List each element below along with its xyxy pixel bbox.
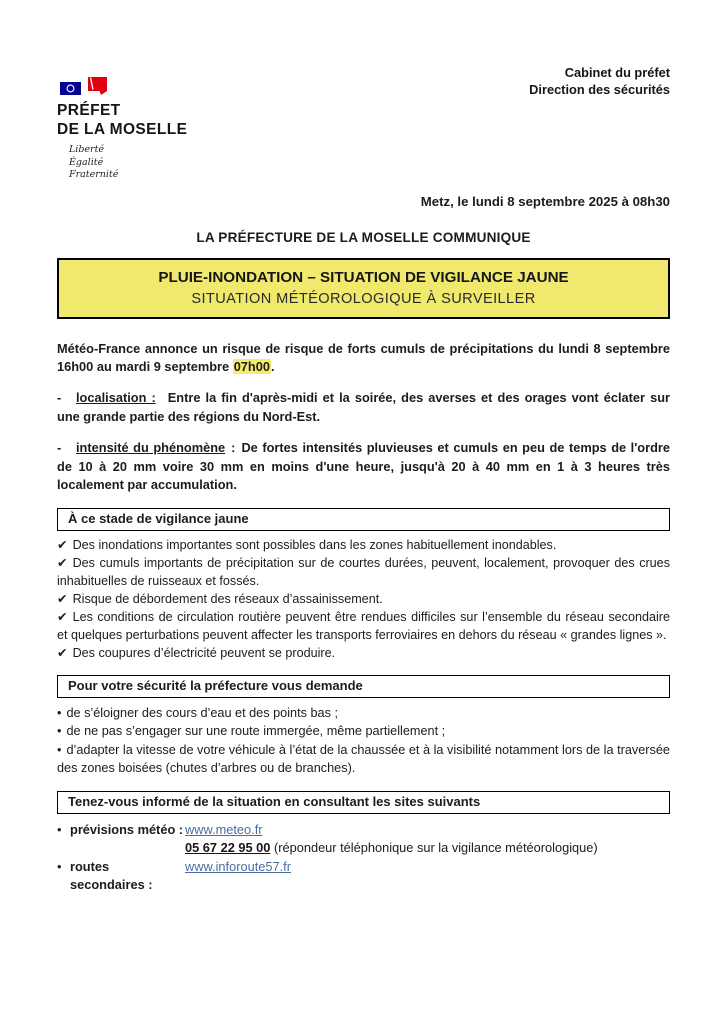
list-item-text: Les conditions de circulation routière peuvent être rendues difficiles sur l’ensemble du réseau secondaire et quelques perturbations peuvent affecter les transports ferroviaires en dehors du réseau « grandes lignes ». [57,609,670,642]
inforoute-link[interactable]: www.inforoute57.fr [185,858,291,874]
bullet-icon: • [57,724,62,739]
section-heading-information: Tenez-vous informé de la situation en consultant les sites suivants [57,791,670,814]
dash-bullet-icon: - [57,390,62,406]
bullet-icon: • [57,742,62,757]
localisation-label: localisation : [76,390,156,406]
meteo-link[interactable]: www.meteo.fr [185,821,263,837]
bullet-icon: • [57,705,62,720]
french-flag-icon [59,76,111,96]
routes-label: routes secondaires : [70,858,153,893]
intro-highlighted-time: 07h00 [233,359,270,374]
intensite-separator: : [231,440,236,456]
list-item-text: de s’éloigner des cours d’eau et des points bas ; [66,705,338,720]
list-item [57,644,670,662]
list-item-text: d’adapter la vitesse de votre véhicule à l’état de la chaussée et à la visibilité notamment lors de la traversée des zones boisées (chutes d’arbres ou de branches). [57,742,670,776]
list-item [57,722,670,741]
list-item [57,704,670,723]
check-icon: ✔ [57,537,68,552]
list-item [57,741,670,778]
motto-liberte: Liberté [69,144,105,155]
list-item [57,590,670,608]
list-item [57,821,670,840]
logo-line-departement: DE LA MOSELLE [57,121,188,138]
logo-motto [57,144,187,182]
issuing-office [529,62,670,98]
intro-paragraph [57,340,670,377]
intensite-item [57,439,670,495]
phone-note: (répondeur téléphonique sur la vigilance météorologique) [270,840,598,856]
office-line-direction: Direction des sécurités [529,82,670,97]
meteo-label: prévisions météo : [70,821,184,837]
list-item-text: Des cumuls importants de précipitation sur de courtes durées, peuvent, localement, provoquer des crues inhabituelles de ruisseaux et fossés. [57,555,670,588]
dateline: Metz, le lundi 8 septembre 2025 à 08h30 [420,193,670,209]
list-item-text: Risque de débordement des réseaux d’assainissement. [72,591,383,606]
prefecture-logo [57,76,187,182]
check-icon: ✔ [57,609,68,624]
information-links-list [57,821,670,895]
section-heading-vigilance: À ce stade de vigilance jaune [57,508,670,531]
intro-text-before: Météo-France annonce un risque de risque de forts cumuls de précipitations du lundi 8 septembre 16h00 au mardi 9 septembre [57,340,670,374]
check-icon: ✔ [57,555,68,570]
list-item-text: Des coupures d’électricité peuvent se produire. [72,645,336,660]
intensite-text: De fortes intensités pluvieuses et cumuls en peu de temps de l'ordre de 10 à 20 mm voire 30 mm en moins d'une heure, jusqu'à 20 à 40 mm en 1 à 3 heures très localement par accumulation. [57,440,670,493]
bullet-icon: • [57,821,62,837]
logo-line-prefet: PRÉFET [57,102,121,119]
communique-title: LA PRÉFECTURE DE LA MOSELLE COMMUNIQUE [196,229,531,245]
list-item-text: de ne pas s’engager sur une route immergée, même partiellement ; [66,724,446,739]
page-header [57,0,670,182]
banner-title: PLUIE-INONDATION – SITUATION DE VIGILANCE JAUNE [158,268,569,286]
localisation-item [57,389,670,426]
localisation-text: Entre la fin d'après-midi et la soirée, des averses et des orages vont éclater sur une grande partie des régions du Nord-Est. [57,390,671,424]
label-spacer [70,839,185,858]
check-icon: ✔ [57,645,68,660]
vigilance-banner [57,258,670,319]
list-item [57,608,670,644]
vigilance-phone-number: 05 67 22 95 00 [185,840,271,856]
list-item [57,536,670,554]
motto-egalite: Égalité [69,156,104,168]
list-item [57,858,670,895]
motto-fraternite: Fraternité [69,169,119,180]
banner-subtitle: SITUATION MÉTÉOROLOGIQUE À SURVEILLER [191,290,536,307]
bullet-icon: • [57,858,62,874]
check-icon: ✔ [57,591,68,606]
bullet-spacer [57,839,70,858]
list-item [57,554,670,590]
section-heading-securite: Pour votre sécurité la préfecture vous demande [57,675,670,698]
intensite-label: intensité du phénomène [76,440,226,456]
intro-text-after: . [270,359,275,374]
list-item-text: Des inondations importantes sont possibles dans les zones habituellement inondables. [72,537,557,552]
safety-instructions-list [57,704,670,778]
list-item [57,839,670,858]
vigilance-consequences-list [57,536,670,662]
office-line-cabinet: Cabinet du préfet [564,65,670,80]
dash-bullet-icon: - [57,440,62,456]
